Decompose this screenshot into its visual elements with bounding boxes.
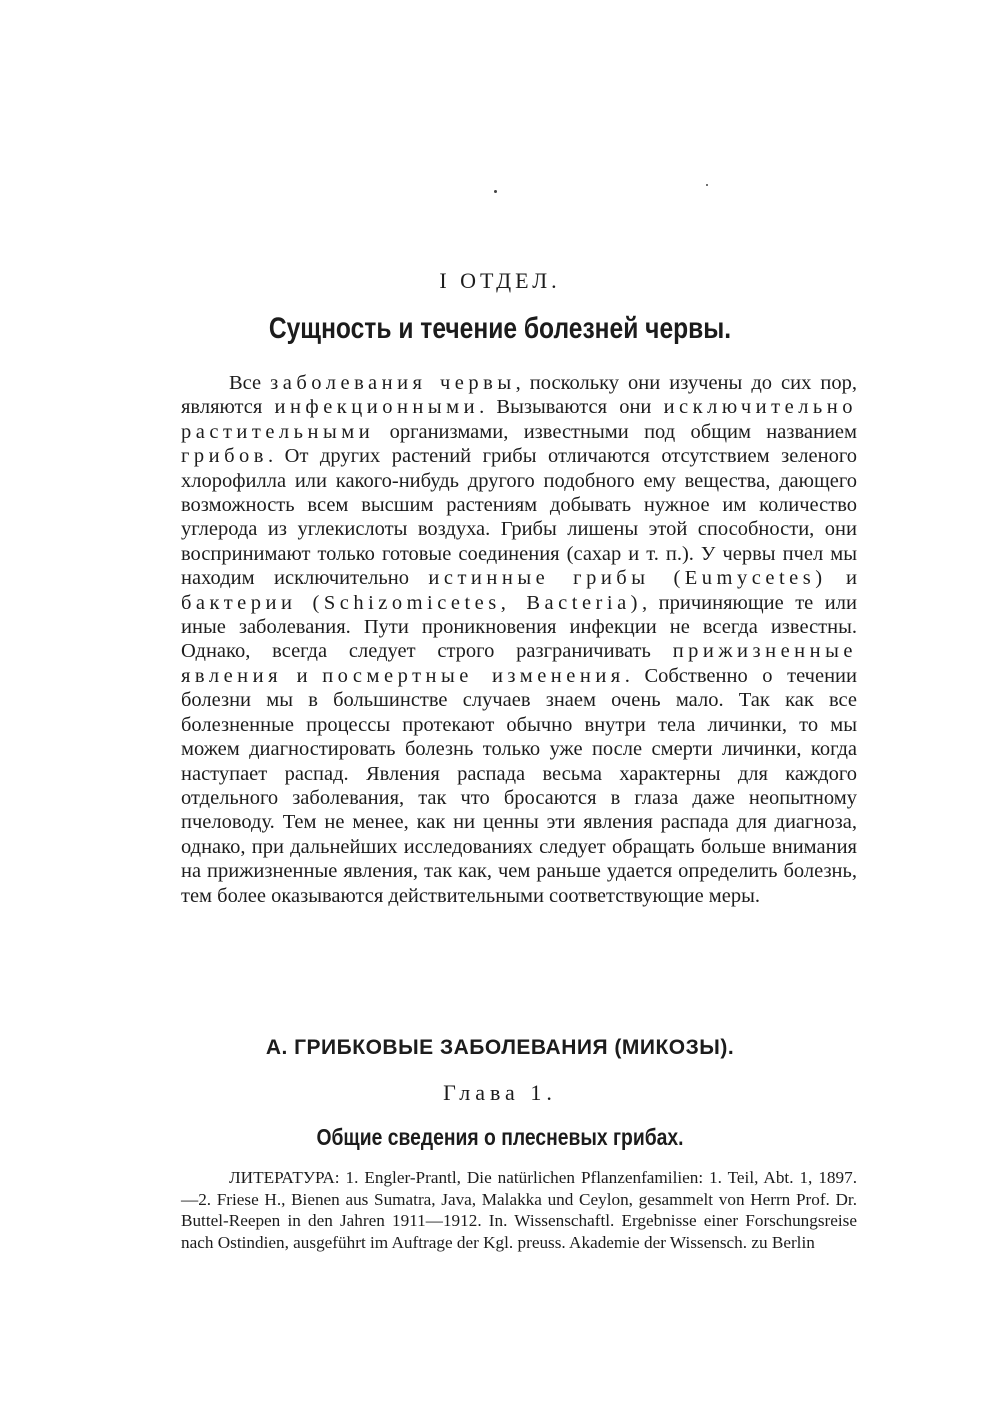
body-text-run: , причиняющие те или иные заболевания. Пути проникновения инфекции не всегда известны. Однако, всегда следует строго разграничивать: [181, 591, 857, 663]
emphasized-text: инфекционными: [274, 396, 480, 419]
emphasized-text: грибов: [181, 445, 268, 468]
section-a-heading: А. ГРИБКОВЫЕ ЗАБОЛЕВАНИЯ (МИКОЗЫ).: [265, 1036, 735, 1059]
body-text-run: . От других растений грибы отличаются отсутствием зеленого хлорофилла или какого-нибудь другого подобного ему вещества, дающего возможность всем высшим растениям добывать нужное им количество углерода из углекислоты воздуха. Грибы лишены этой способности, они воспринимают только готовые соединения (сахар и т. п.). У червы пчел мы находим исключительно: [181, 445, 857, 590]
emphasized-text: посмертные изменения: [322, 664, 625, 687]
emphasized-text: прижизненные явления: [181, 640, 857, 687]
chapter-title: Общие сведения о плесневых грибах.: [316, 1124, 684, 1150]
body-text-run: Все: [229, 372, 271, 394]
emphasized-text: истинные грибы (Eumycetes): [428, 567, 827, 590]
scan-speck: [706, 184, 708, 186]
body-text-run: и: [282, 664, 323, 687]
chapter-label: Глава 1.: [443, 1080, 557, 1105]
body-text-run: организмами, известными под общим названием: [374, 420, 857, 443]
emphasized-text: исключительно растительными: [181, 396, 857, 443]
emphasized-text: заболевания червы: [270, 372, 516, 394]
body-text-run: , поскольку они изучены до сих пор, являются: [181, 372, 857, 419]
literature-references: ЛИТЕРАТУРА: 1. Engler-Prantl, Die natürlichen Pflanzenfamilien: 1. Teil, Abt. 1, 1897.—2. Friese H., Bienen aus Sumatra, Java, Malakka und Ceylon, gesammelt von Herrn Prof. Dr. Buttel-Reepen in den Jahren 1911—1912. In. Wissenschaftl. Ergebnisse einer Forschungsreise nach Ostindien, ausgeführt im Auftrage der Kgl. preuss. Akademie der Wissensch. zu Berlin: [181, 1168, 857, 1252]
emphasized-text: бактерии (Schizomicetes, Bacteria): [181, 591, 642, 614]
body-text-run: . Вызываются они: [479, 396, 664, 419]
scan-speck: [494, 190, 497, 193]
body-text-run: и: [826, 567, 857, 590]
page-title: Сущность и течение болезней червы.: [268, 312, 732, 345]
section-label: I ОТДЕЛ.: [439, 268, 561, 293]
body-text-run: . Собственно о течении болезни мы в большинстве случаев знаем очень мало. Так как все болезненные процессы протекают обычно внутри тела личинки, то мы можем диагностировать болезнь только уже после смерти личинки, когда наступает распад. Явления распада весьма характерны для каждого отдельного заболевания, так что бросаются в глаза даже неопытному пчеловоду. Тем не менее, как ни ценны эти явления распада для диагноза, однако, при дальнейших исследованиях следует обращать больше внимания на прижизненные явления, так как, чем раньше удается определить болезнь, тем более оказываются действительными соответствующие меры.: [181, 664, 857, 907]
body-paragraph: [181, 371, 857, 908]
